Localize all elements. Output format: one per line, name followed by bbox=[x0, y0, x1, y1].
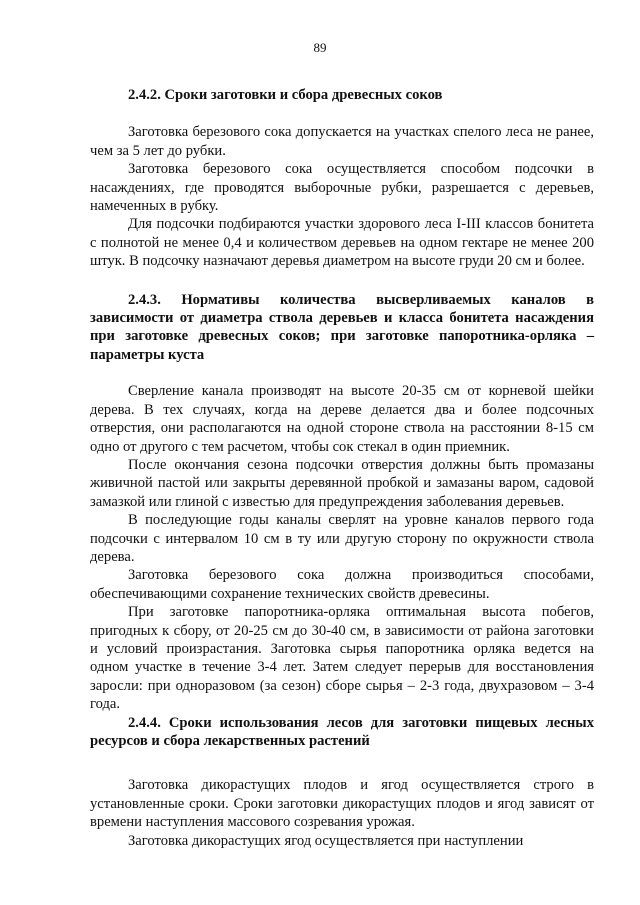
paragraph: Заготовка березового сока должна производиться способами, обеспечивающими сохранение технических свойств древесины. bbox=[90, 567, 594, 602]
section-heading-2-4-4: 2.4.4. Сроки использования лесов для заготовки пищевых лесных ресурсов и сбора лекарственных растений bbox=[90, 714, 594, 749]
paragraph: Для подсочки подбираются участки здорового леса I-III классов бонитета с полнотой не менее 0,4 и количеством деревьев на одном гектаре не менее 200 штук. В подсочку назначают деревья диаметром на высоте груди 20 см и более. bbox=[90, 216, 594, 270]
paragraph: В последующие годы каналы сверлят на уровне каналов первого года подсочки с интервалом 10 см в ту или другую сторону по окружности ствола дерева. bbox=[90, 512, 594, 565]
section-heading-2-4-3: 2.4.3. Нормативы количества высверливаемых каналов в зависимости от диаметра ствола деревьев и класса бонитета насаждения при заготовке древесных соков; при заготовке папоротника-орляка – параметры куста bbox=[90, 291, 594, 363]
page-content bbox=[90, 86, 594, 850]
paragraph: Заготовка дикорастущих плодов и ягод осуществляется строго в установленные сроки. Сроки заготовки дикорастущих плодов и ягод зависят от времени наступления массового созревания урожая. bbox=[90, 777, 594, 831]
paragraph: При заготовке папоротника-орляка оптимальная высота побегов, пригодных к сбору, от 20-25 см до 30-40 см, в зависимости от района заготовки и условий произрастания. Заготовка сырья папоротника орляка ведется на одном участке в течение 3-4 лет. Затем следует перерыв для восстановления заросли: при одноразовом (за сезон) сборе сырья – 2-3 года, двухразовом – 3-4 года. bbox=[90, 604, 594, 713]
paragraph: После окончания сезона подсочки отверстия должны быть промазаны живичной пастой или закрыты деревянной пробкой и замазаны варом, садовой замазкой или глиной с известью для предупреждения заболевания деревьев. bbox=[90, 456, 594, 510]
paragraph: Заготовка березового сока осуществляется способом подсочки в насаждениях, где проводятся выборочные рубки, разрешается с деревьев, намеченных в рубку. bbox=[90, 161, 594, 215]
paragraph: Заготовка дикорастущих ягод осуществляется при наступлении bbox=[128, 832, 524, 849]
paragraph: Сверление канала производят на высоте 20-35 см от корневой шейки дерева. В тех случаях, когда на дереве делается два и более подсочных отверстия, они располагаются на одной стороне ствола на расстоянии 8-15 см одно от другого с тем расчетом, чтобы сок стекал в один приемник. bbox=[90, 383, 594, 455]
paragraph: Заготовка березового сока допускается на участках спелого леса не ранее, чем за 5 лет до рубки. bbox=[90, 124, 594, 159]
section-heading-2-4-2: 2.4.2. Сроки заготовки и сбора древесных соков bbox=[128, 87, 443, 103]
page-number: 89 bbox=[313, 40, 327, 55]
